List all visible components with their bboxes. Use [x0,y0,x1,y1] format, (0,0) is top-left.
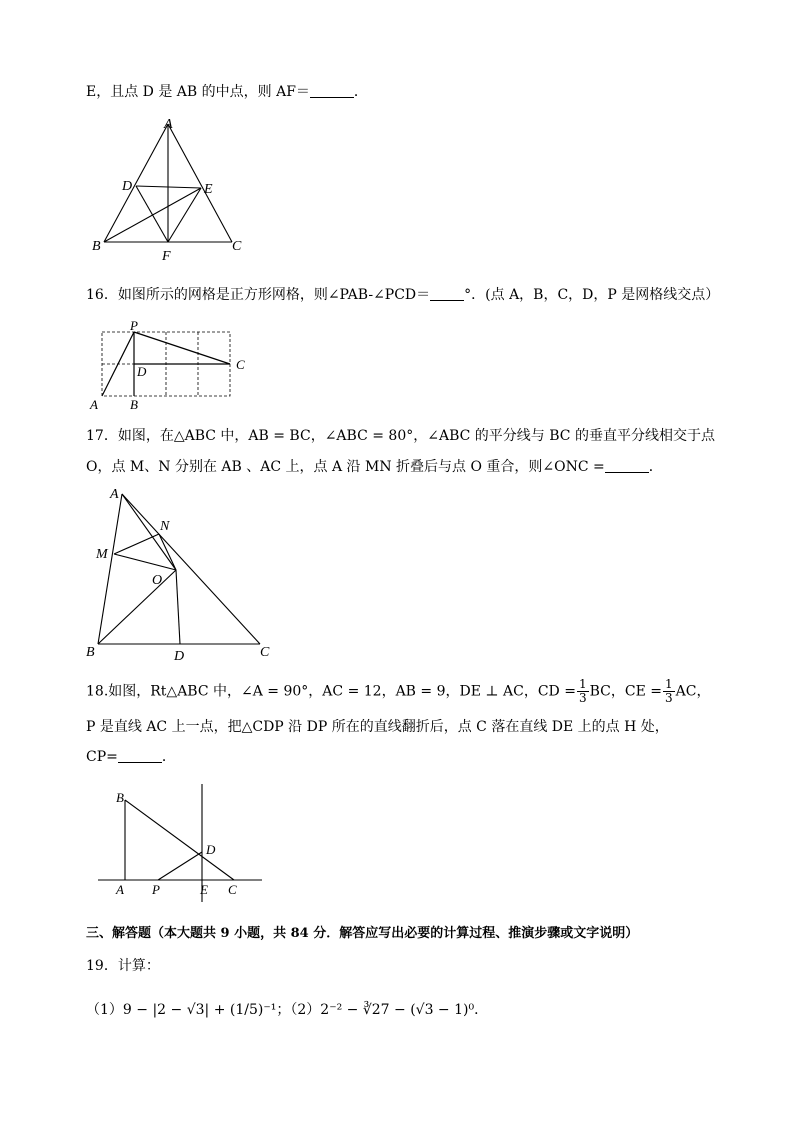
q17-text-line1: 17．如图，在△ABC 中，AB = BC，∠ABC = 80°，∠ABC 的平分线与 BC 的垂直平分线相交于点 [86,428,715,444]
label-P: P [152,882,160,897]
q19-parts: （1）9 − |2 − √3| + (1/5)⁻¹；（2）2⁻² − ∛27 − (√3 − 1)⁰． [86,1002,489,1018]
label-O: O [152,573,163,588]
q16-grid-figure [86,318,256,414]
q18-text-line3: CP= ． [86,749,176,765]
label-F: F [162,249,171,264]
label-D: D [122,179,133,194]
label-C: C [228,882,237,897]
fraction-one-third: $\frac{1}{3}$ [578,677,587,705]
label-B: B [130,397,138,412]
label-E: E [200,882,208,897]
label-B: B [86,645,95,660]
section-heading: 三、解答题（本大题共 9 小题，共 84 分．解答应写出必要的计算过程、推演步骤或文字说明） [86,926,639,941]
q17-figure [84,482,284,664]
label-E: E [204,182,213,197]
q18-text-line2: P 是直线 AC 上一点，把△CDP 沿 DP 所在的直线翻折后，点 C 落在直线 DE 上的点 H 处， [86,719,669,735]
q19-expr-1: 9 − |2 − √3| + (1/5)⁻¹ [122,1002,277,1018]
label-C: C [236,357,245,372]
q16-text: 16．如图所示的网格是正方形网格，则∠PAB-∠PCD＝ °．(点 A，B，C，D，P 是网格线交点） [86,287,720,303]
q19-expr-2: 2⁻² − ∛27 − (√3 − 1)⁰ [320,1002,475,1018]
label-D: D [206,842,216,857]
q19-title: 19．计算： [86,958,160,974]
q18-text-line1: 18.如图，Rt△ABC 中，∠A = 90°，AC = 12，AB = 9，DE ⊥ AC，CD = $\frac{1}{3}$ BC，CE = $\frac{1}{3}$ AC， [86,677,711,705]
answer-blank [430,286,464,301]
label-A: A [110,487,119,502]
label-C: C [232,239,242,254]
q15-figure [88,112,258,267]
label-B: B [92,239,101,254]
answer-blank [605,458,649,473]
q15-text: E，且点 D 是 AB 的中点，则 AF＝ ． [86,84,368,100]
answer-blank [310,83,354,98]
label-A: A [90,397,98,412]
label-D: D [137,364,147,379]
fraction-one-third: $\frac{1}{3}$ [664,677,673,705]
label-B: B [116,790,124,805]
answer-blank [118,748,162,763]
label-N: N [160,519,170,534]
label-P: P [130,318,138,333]
q18-figure [94,782,268,904]
label-C: C [260,645,270,660]
label-A: A [116,882,124,897]
label-A: A [164,117,173,132]
label-D: D [174,649,185,664]
label-M: M [96,547,108,562]
q17-text-line2: O，点 M、N 分别在 AB 、AC 上，点 A 沿 MN 折叠后与点 O 重合，则∠ONC = ． [86,459,663,475]
